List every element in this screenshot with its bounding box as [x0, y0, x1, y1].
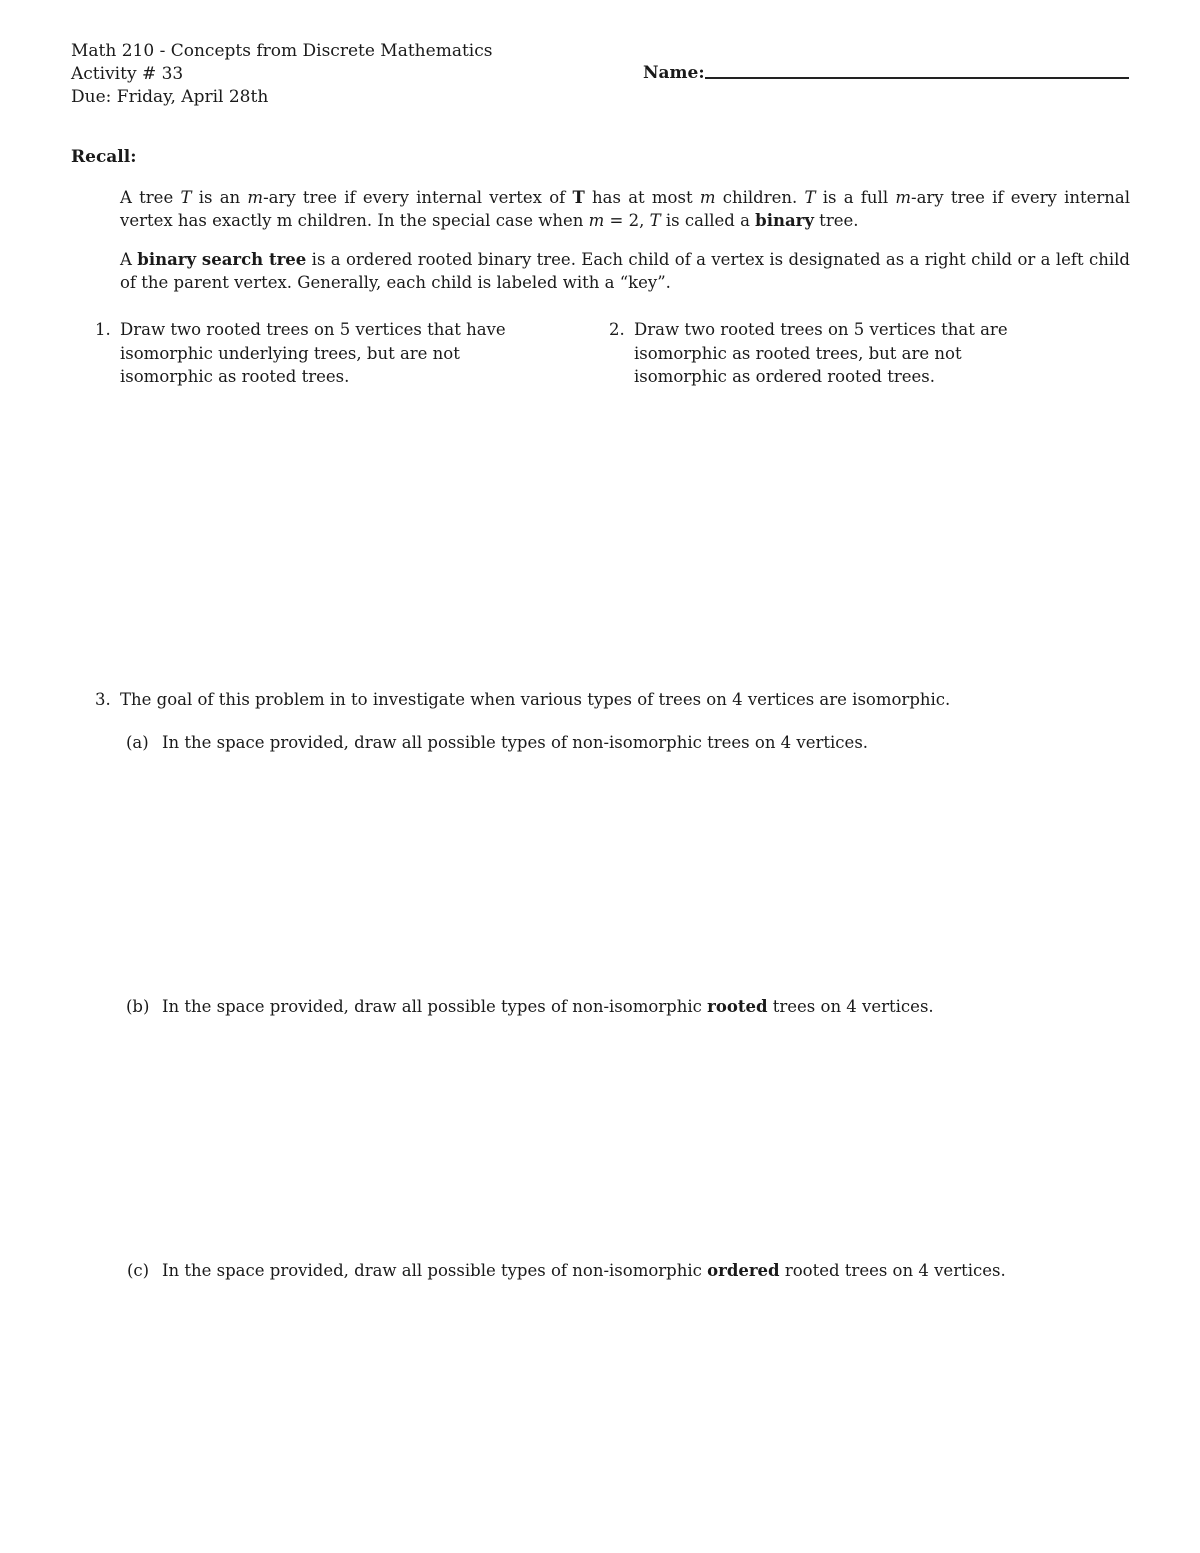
problem-2-text: Draw two rooted trees on 5 vertices that are isomorphic as rooted trees, but are not isomorphic as ordered rooted trees. — [634, 320, 1008, 386]
text-run: is an — [191, 188, 248, 207]
name-blank-line — [705, 77, 1129, 79]
recall-definition-mary — [120, 186, 1130, 232]
math-var: m — [699, 188, 716, 207]
text-run: has at most — [584, 188, 700, 207]
problem-3a-label: (a) — [126, 733, 149, 752]
problem-3c-text — [162, 1259, 1006, 1282]
text-run: In the space provided, draw all possible types of non-isomorphic — [162, 1261, 708, 1280]
text-run: rooted trees on 4 vertices. — [779, 1261, 1006, 1280]
text-run: A tree — [120, 188, 181, 207]
math-var: T — [649, 211, 661, 230]
text-run: -ary tree if every internal vertex has exactly m children. In the special case when — [120, 188, 1131, 230]
math-var: m — [895, 188, 911, 207]
text-run: is called a — [660, 211, 756, 230]
math-var: T — [180, 188, 192, 207]
text-run: In the space provided, draw all possible types of non-isomorphic — [162, 997, 708, 1016]
problem-2-number: 2. — [609, 320, 625, 339]
text-run: -ary tree if every internal vertex of — [263, 188, 573, 207]
emphasis-ordered: ordered — [707, 1261, 780, 1280]
due-date: Due: Friday, April 28th — [71, 87, 269, 107]
problem-3b-text — [162, 995, 934, 1018]
text-run: is a full — [815, 188, 896, 207]
term-binary-search-tree: binary search tree — [137, 250, 307, 269]
text-run: A — [120, 250, 138, 269]
problem-1-text: Draw two rooted trees on 5 vertices that have isomorphic underlying trees, but are not isomorphic as rooted trees. — [120, 320, 506, 386]
recall-definition-bst — [120, 248, 1130, 294]
activity-number: Activity # 33 — [71, 64, 184, 84]
text-run: is a ordered rooted binary tree. Each child of a vertex is designated as a right child or a left child of the parent vertex. Generally, each child is labeled with a “key”. — [120, 250, 1130, 292]
text-run: tree. — [813, 211, 859, 230]
recall-heading: Recall: — [71, 147, 137, 167]
course-title: Math 210 - Concepts from Discrete Mathematics — [71, 41, 493, 61]
text-run: = 2, — [604, 211, 650, 230]
problem-3b-label: (b) — [126, 997, 150, 1016]
problem-3-number: 3. — [95, 690, 111, 709]
text-run: trees on 4 vertices. — [767, 997, 934, 1016]
problem-3a-text: In the space provided, draw all possible types of non-isomorphic trees on 4 vertices. — [162, 733, 869, 752]
math-var: T — [804, 188, 816, 207]
math-var: m — [247, 188, 264, 207]
math-var: m — [588, 211, 605, 230]
problem-3-text: The goal of this problem in to investigate when various types of trees on 4 vertices are isomorphic. — [120, 690, 951, 709]
name-label: Name: — [643, 63, 705, 83]
math-var-bold: T — [572, 188, 585, 207]
term-binary: binary — [755, 211, 814, 230]
problem-3c-label: (c) — [127, 1261, 150, 1280]
emphasis-rooted: rooted — [707, 997, 768, 1016]
text-run: children. — [715, 188, 805, 207]
problem-1-number: 1. — [95, 320, 111, 339]
